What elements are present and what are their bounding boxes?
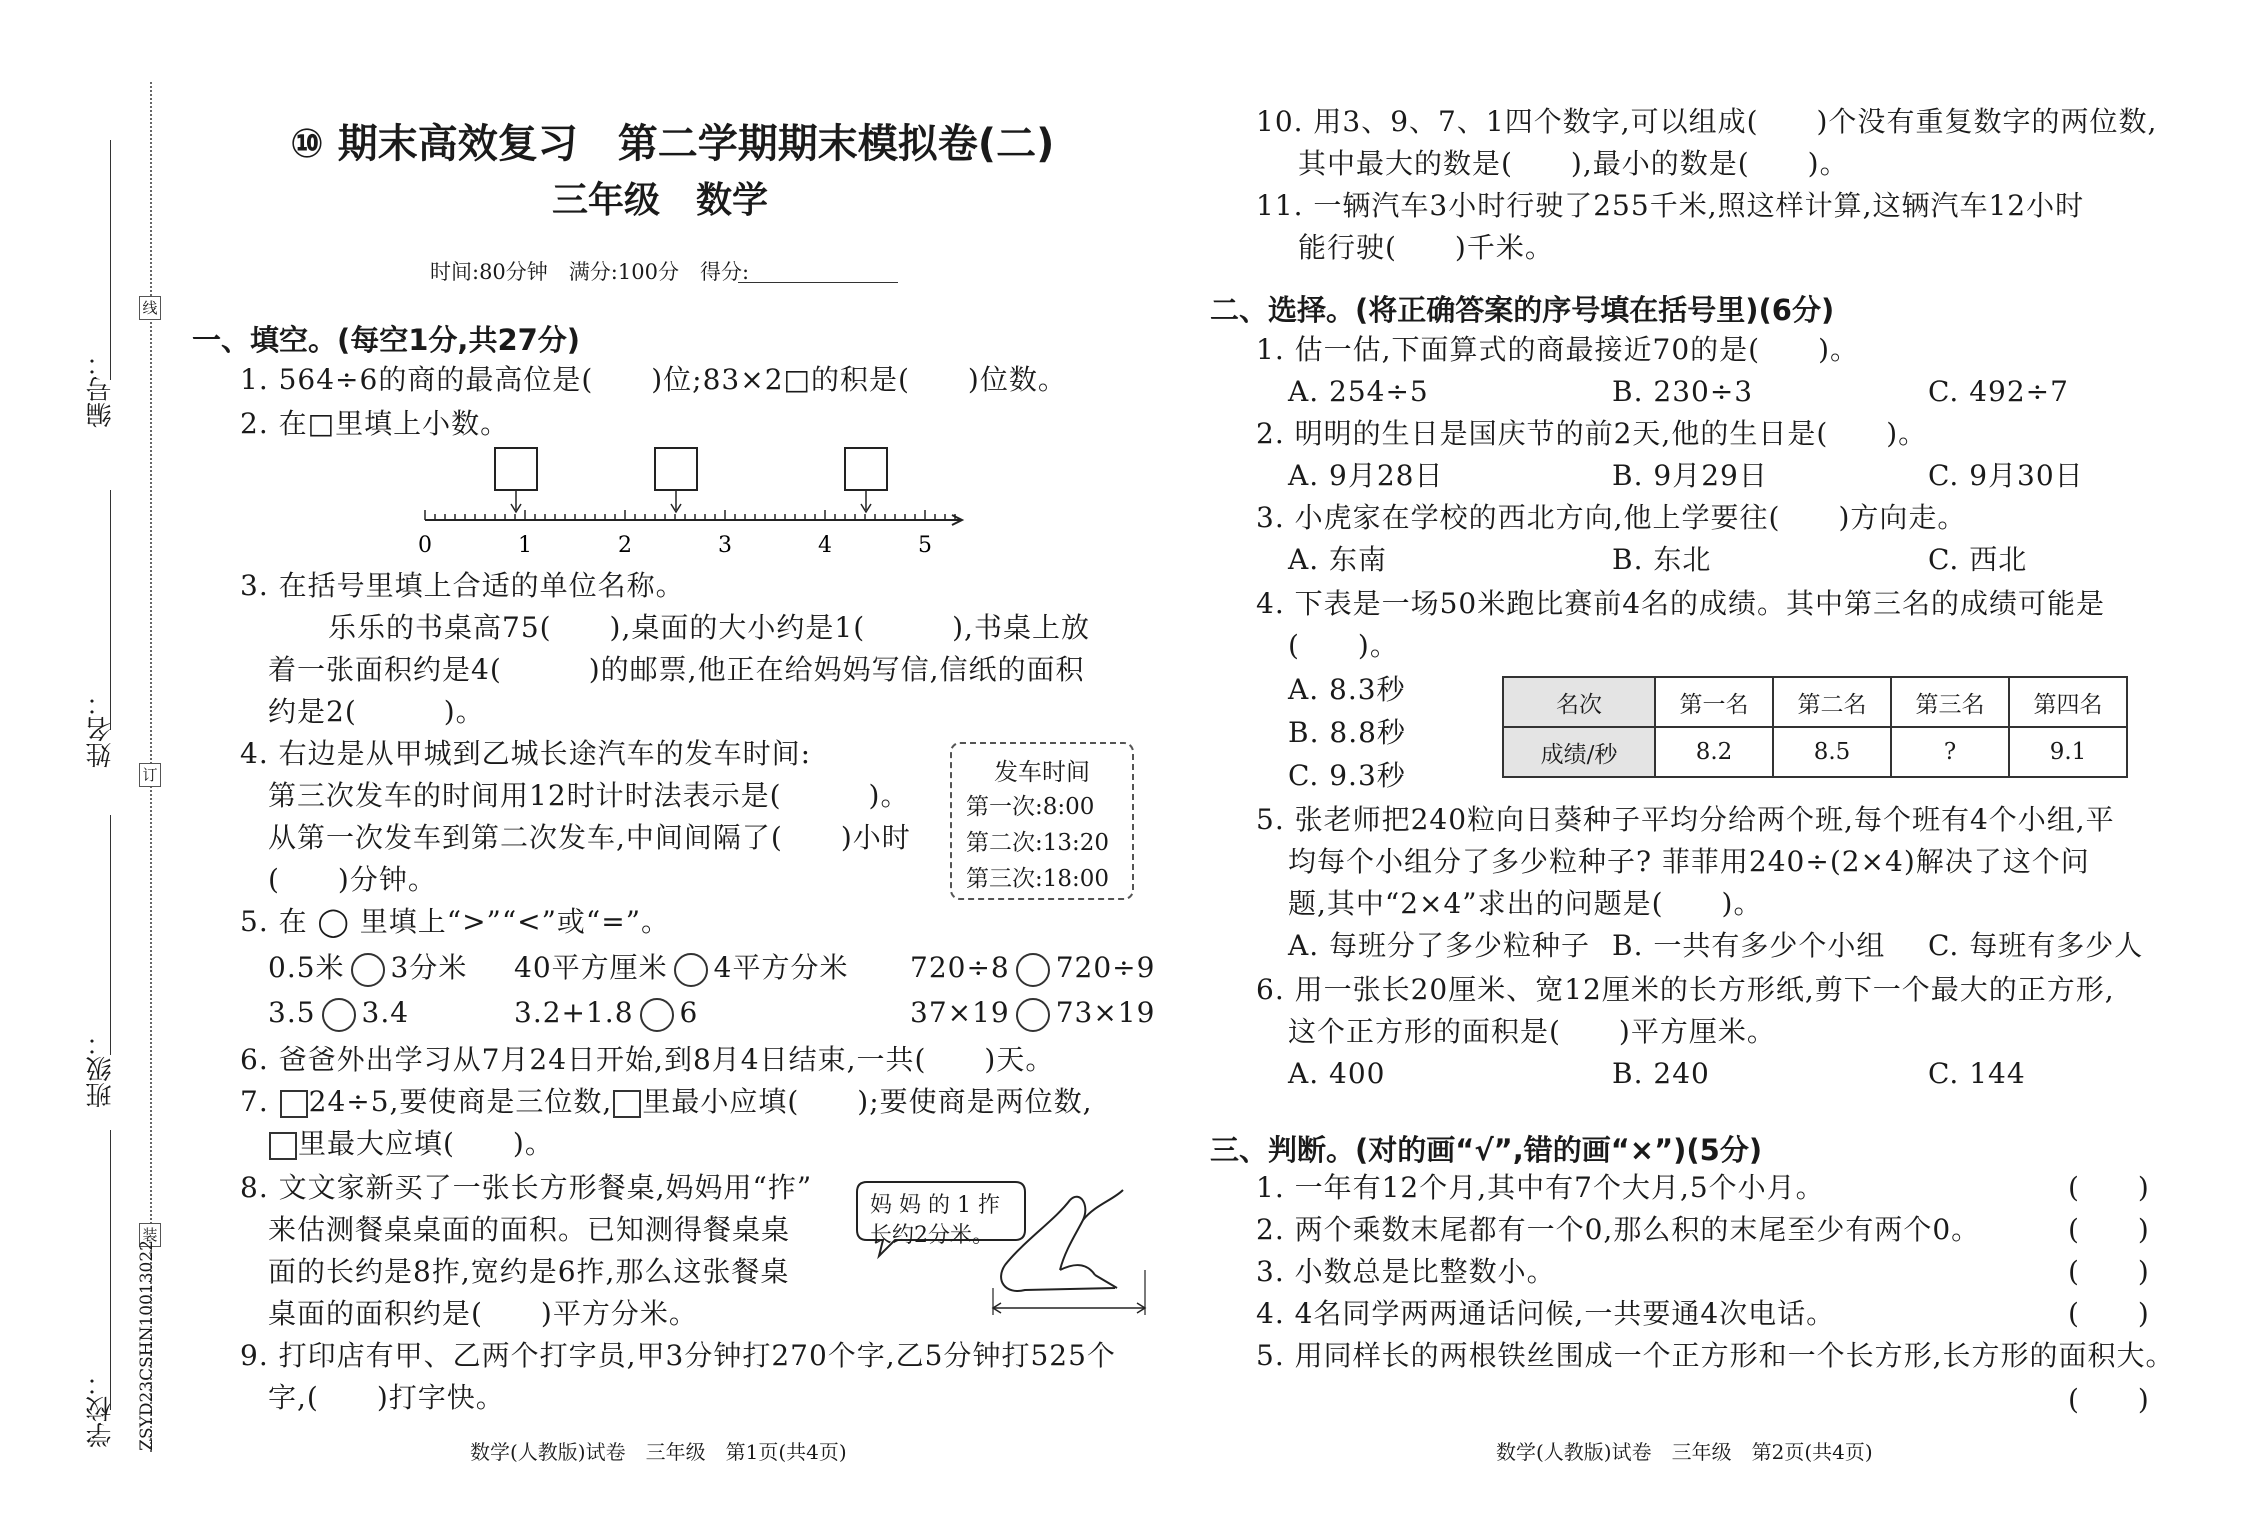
s2-q1-opt-c[interactable]: C. 492÷7 (1928, 375, 2069, 408)
school-field[interactable] (110, 1130, 111, 1410)
departure-row-3: 第三次:18:00 (966, 866, 1110, 892)
s2-q3: 3. 小虎家在学校的西北方向,他上学要往( )方向走。 (1256, 501, 1967, 534)
compare-4: 3.5 3.4 (268, 993, 409, 1033)
s1-q3-line3: 着一张面积约是4( )的邮票,他正在给妈妈写信,信纸的面积 (268, 653, 1085, 686)
table-cell: 8.5 (1773, 727, 1891, 777)
label-number: 编号： (86, 350, 116, 428)
departure-title: 发车时间 (994, 758, 1090, 786)
s3-answer-5[interactable]: ( ) (2068, 1383, 2150, 1416)
bubble-line2: 长约2分米。 (870, 1223, 994, 1248)
s3-answer-2[interactable]: ( ) (2068, 1213, 2150, 1246)
s1-q4-line2: 第三次发车的时间用12时计时法表示是( )。 (268, 779, 910, 812)
ruler-label-3: 3 (718, 533, 732, 558)
s2-q5-line2: 均每个小组分了多少粒种子? 菲菲用240÷(2×4)解决了这个问 (1288, 845, 2090, 878)
s2-q1-opt-b[interactable]: B. 230÷3 (1612, 375, 1754, 408)
s2-q6-line1: 6. 用一张长20厘米、宽12厘米的长方形纸,剪下一个最大的正方形, (1256, 973, 2115, 1006)
digit-box[interactable] (613, 1090, 641, 1118)
s1-q11-line2: 能行驶( )千米。 (1298, 231, 1554, 264)
s2-q3-opt-c[interactable]: C. 西北 (1928, 543, 2028, 576)
binding-mark-xian: 线 (139, 296, 161, 320)
departure-row-1: 第一次:8:00 (966, 794, 1095, 820)
s1-q8-line4: 桌面的面积约是( )平方分米。 (268, 1297, 698, 1330)
s1-q8-line3: 面的长约是8拃,宽约是6拃,那么这张餐桌 (268, 1255, 790, 1288)
s1-q4-line4: ( )分钟。 (268, 863, 437, 896)
s2-q2-opt-c[interactable]: C. 9月30日 (1928, 459, 2084, 492)
compare-circle[interactable] (674, 953, 708, 987)
s1-q10-line2: 其中最大的数是( ),最小的数是( )。 (1298, 147, 1849, 180)
s2-q6-line2: 这个正方形的面积是( )平方厘米。 (1288, 1015, 1776, 1048)
s1-q10-line1: 10. 用3、9、7、1四个数字,可以组成( )个没有重复数字的两位数, (1256, 105, 2158, 138)
s1-q8-line1: 8. 文文家新买了一张长方形餐桌,妈妈用“拃” (240, 1171, 813, 1204)
footer-left: 数学(人教版)试卷 三年级 第1页(共4页) (470, 1440, 847, 1464)
s1-q11-line1: 11. 一辆汽车3小时行驶了255千米,照这样计算,这辆汽车12小时 (1256, 189, 2085, 222)
s1-q2: 2. 在□里填上小数。 (240, 407, 510, 440)
table-row (1503, 727, 2127, 777)
s2-q1-opt-a[interactable]: A. 254÷5 (1288, 375, 1429, 408)
compare-5: 3.2+1.8 6 (514, 993, 698, 1033)
s1-q9-line1: 9. 打印店有甲、乙两个打字员,甲3分钟打270个字,乙5分钟打525个 (240, 1339, 1116, 1372)
table-row (1503, 677, 2127, 727)
serial-code: ZSYD23CSHN10013022 (137, 1240, 157, 1451)
table-header-cell: 第一名 (1655, 677, 1773, 727)
table-cell: 成绩/秒 (1503, 727, 1655, 777)
page-title: ⑩ 期末高效复习 第二学期期末模拟卷(二) (290, 121, 1055, 167)
digit-box[interactable] (269, 1132, 297, 1160)
s2-q4-opt-b[interactable]: B. 8.8秒 (1288, 716, 1406, 749)
s3-item-3: 3. 小数总是比整数小。 (1256, 1255, 1556, 1288)
s2-q4-opt-c[interactable]: C. 9.3秒 (1288, 759, 1406, 792)
s2-q2-opt-b[interactable]: B. 9月29日 (1612, 459, 1768, 492)
s2-q4-opt-a[interactable]: A. 8.3秒 (1288, 673, 1406, 706)
answer-box-3[interactable] (845, 448, 887, 490)
bubble-line1: 妈 妈 的 1 拃 (870, 1193, 1000, 1218)
s2-q3-opt-a[interactable]: A. 东南 (1288, 543, 1388, 576)
number-line (400, 440, 980, 560)
s2-q4-line1: 4. 下表是一场50米跑比赛前4名的成绩。其中第三名的成绩可能是 (1256, 587, 2106, 620)
binding-mark-ding: 订 (139, 763, 161, 787)
ruler-label-5: 5 (918, 533, 932, 558)
section3-heading: 三、判断。(对的画“√”,错的画“×”)(5分) (1210, 1133, 1763, 1167)
exam-meta: 时间:80分钟 满分:100分 得分: (430, 260, 750, 284)
class-field[interactable] (110, 815, 111, 1055)
departure-row-2: 第二次:13:20 (966, 830, 1110, 856)
number-field[interactable] (110, 140, 111, 380)
compare-1: 0.5米 3分米 (268, 948, 467, 988)
s2-q2: 2. 明明的生日是国庆节的前2天,他的生日是( )。 (1256, 417, 1928, 450)
s3-answer-3[interactable]: ( ) (2068, 1255, 2150, 1288)
s2-q5-line1: 5. 张老师把240粒向日葵种子平均分给两个班,每个班有4个小组,平 (1256, 803, 2115, 836)
s2-q6-opt-a[interactable]: A. 400 (1288, 1057, 1386, 1090)
label-school: 学校： (86, 1370, 116, 1448)
s3-answer-4[interactable]: ( ) (2068, 1297, 2150, 1330)
answer-box-1[interactable] (495, 448, 537, 490)
ruler-label-2: 2 (618, 533, 632, 558)
table-header-cell: 名次 (1503, 677, 1655, 727)
s1-q4-line3: 从第一次发车到第二次发车,中间间隔了( )小时 (268, 821, 911, 854)
s1-q1: 1. 564÷6的商的最高位是( )位;83×2□的积是( )位数。 (240, 363, 1067, 396)
s1-q3-line2: 乐乐的书桌高75( ),桌面的大小约是1( ),书桌上放 (328, 611, 1090, 644)
compare-circle[interactable] (351, 953, 385, 987)
table-cell: ? (1891, 727, 2009, 777)
s2-q5-opt-c[interactable]: C. 每班有多少人 (1928, 929, 2144, 962)
s3-item-1: 1. 一年有12个月,其中有7个大月,5个小月。 (1256, 1171, 1825, 1204)
footer-right: 数学(人教版)试卷 三年级 第2页(共4页) (1496, 1440, 1873, 1464)
label-name: 姓名： (86, 690, 116, 768)
table-header-cell: 第四名 (2009, 677, 2127, 727)
table-cell: 9.1 (2009, 727, 2127, 777)
s1-q4-line1: 4. 右边是从甲城到乙城长途汽车的发车时间: (240, 737, 812, 770)
s2-q1: 1. 估一估,下面算式的商最接近70的是( )。 (1256, 333, 1859, 366)
s2-q6-opt-b[interactable]: B. 240 (1612, 1057, 1710, 1090)
table-header-cell: 第三名 (1891, 677, 2009, 727)
results-table (1502, 676, 2128, 778)
departure-time-box (950, 742, 1134, 900)
s2-q5-opt-a[interactable]: A. 每班分了多少粒种子 (1288, 929, 1591, 962)
s1-q3-line4: 约是2( )。 (268, 695, 485, 728)
name-field[interactable] (110, 490, 111, 730)
s1-q7-line2: 里最大应填( )。 (268, 1124, 554, 1164)
label-class: 班级： (86, 1030, 116, 1108)
ruler-label-1: 1 (518, 533, 532, 558)
s1-q7-line1: 7. 24÷5,要使商是三位数, 里最小应填( );要使商是两位数, (240, 1085, 1093, 1118)
s2-q5-opt-b[interactable]: B. 一共有多少个小组 (1612, 929, 1886, 962)
compare-circle[interactable] (322, 998, 356, 1032)
s2-q5-line3: 题,其中“2×4”求出的问题是( )。 (1288, 887, 1763, 920)
ruler-label-4: 4 (818, 533, 832, 558)
s2-q3-opt-b[interactable]: B. 东北 (1612, 543, 1712, 576)
compare-6: 37×19 73×19 (910, 993, 1155, 1033)
s3-item-2: 2. 两个乘数末尾都有一个0,那么积的末尾至少有两个0。 (1256, 1213, 1981, 1246)
s3-item-5: 5. 用同样长的两根铁丝围成一个正方形和一个长方形,长方形的面积大。 (1256, 1339, 2175, 1372)
score-field[interactable] (738, 282, 898, 283)
compare-2: 40平方厘米 4平方分米 (514, 948, 848, 988)
compare-circle[interactable] (1016, 998, 1050, 1032)
table-header-cell: 第二名 (1773, 677, 1891, 727)
s2-q2-opt-a[interactable]: A. 9月28日 (1288, 459, 1444, 492)
s2-q6-opt-c[interactable]: C. 144 (1928, 1057, 2026, 1090)
compare-circle[interactable] (640, 998, 674, 1032)
section1-heading: 一、填空。(每空1分,共27分) (192, 323, 581, 357)
compare-circle[interactable] (1016, 953, 1050, 987)
s1-q9-line2: 字,( )打字快。 (268, 1381, 505, 1414)
ruler-label-0: 0 (418, 533, 432, 558)
section2-heading: 二、选择。(将正确答案的序号填在括号里)(6分) (1210, 293, 1835, 327)
s1-q3-line1: 3. 在括号里填上合适的单位名称。 (240, 569, 685, 602)
binding-mark-zhuang: 装 (139, 1223, 161, 1247)
table-cell: 8.2 (1655, 727, 1773, 777)
s1-q6: 6. 爸爸外出学习从7月24日开始,到8月4日结束,一共( )天。 (240, 1043, 1055, 1076)
s3-item-4: 4. 4名同学两两通话问候,一共要通4次电话。 (1256, 1297, 1836, 1330)
s2-q4-line2: ( )。 (1288, 629, 1399, 662)
s1-q5-line1: 5. 在 ◯ 里填上“>”“<”或“=”。 (240, 905, 671, 938)
answer-box-2[interactable] (655, 448, 697, 490)
page-subtitle: 三年级 数学 (552, 180, 769, 221)
digit-box[interactable] (280, 1090, 308, 1118)
compare-3: 720÷8 720÷9 (910, 948, 1155, 988)
s1-q8-line2: 来估测餐桌桌面的面积。已知测得餐桌桌 (268, 1213, 791, 1246)
s3-answer-1[interactable]: ( ) (2068, 1171, 2150, 1204)
